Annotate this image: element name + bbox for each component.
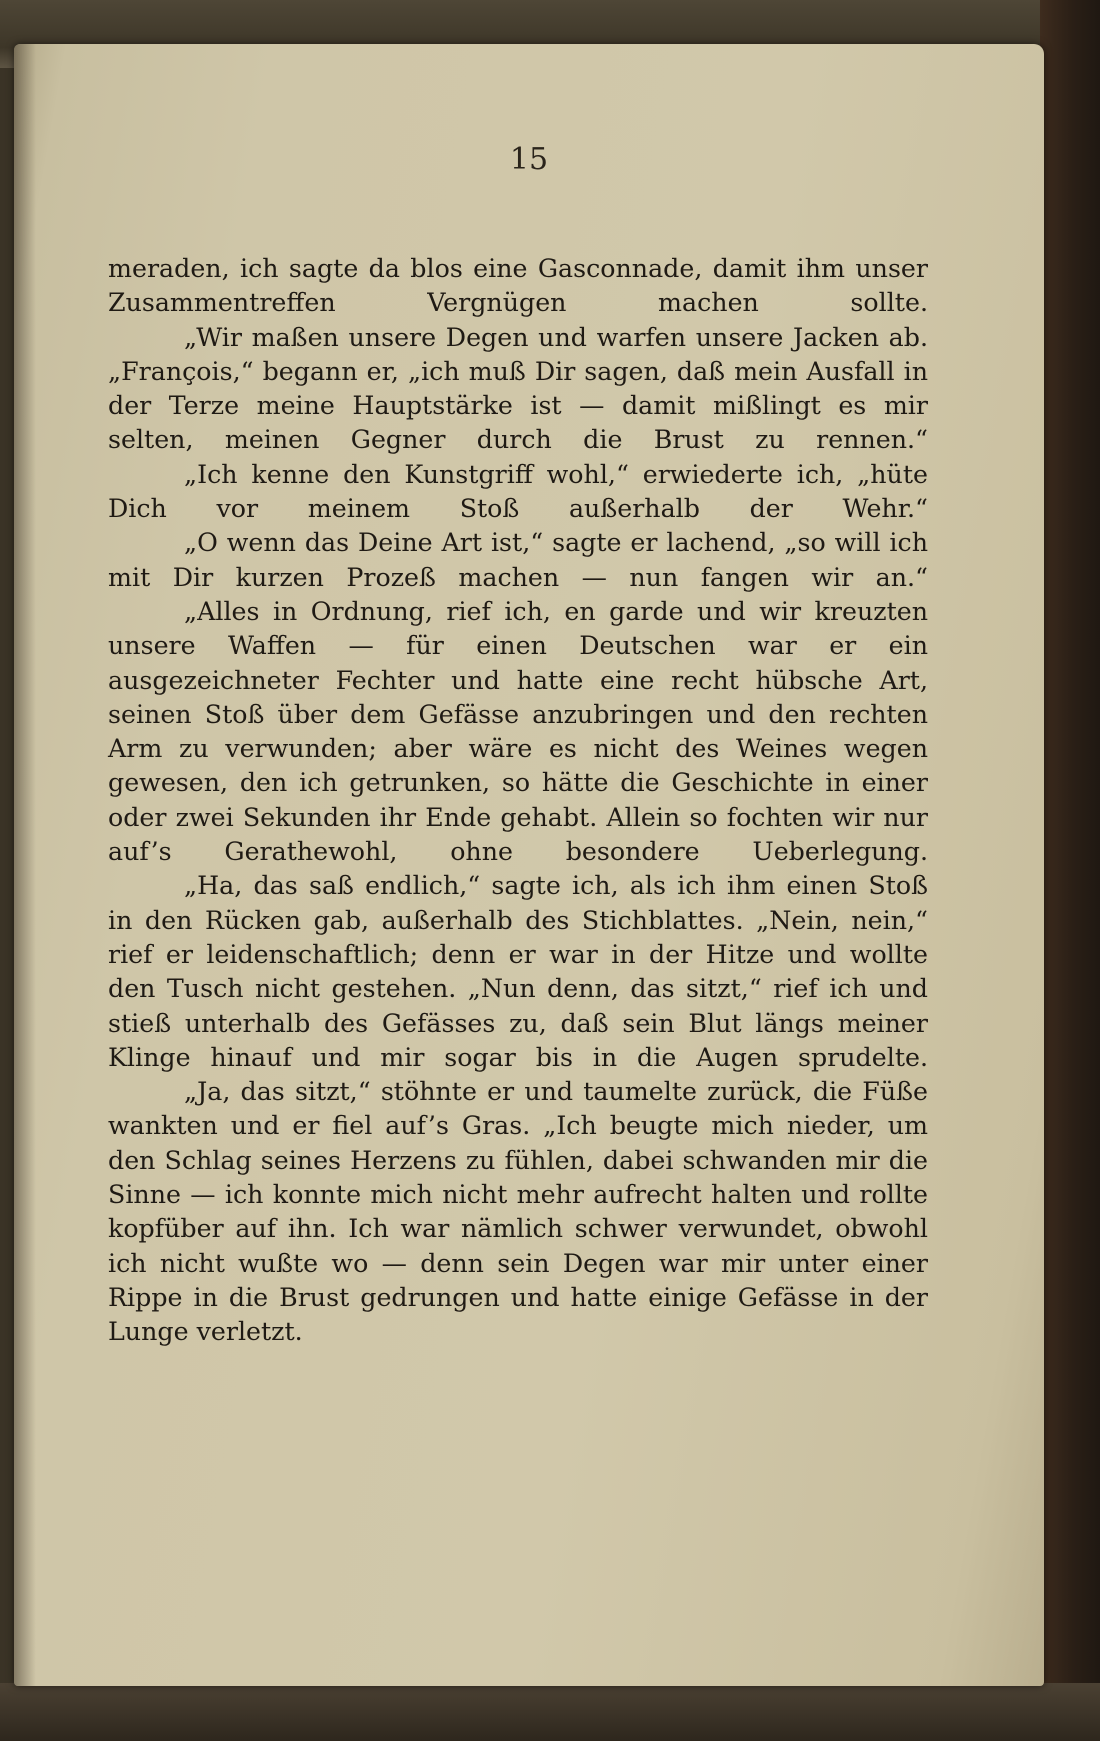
paragraph-6: „Ha, das saß endlich,“ sagte ich, als ich ihm einen Stoß in den Rücken gab, außerhalb des Stichblattes. „Nein, nein,“ rief er leidenschaftlich; denn er war in der Hitze und wollte den Tusch nicht gestehen. „Nun denn, das sitzt,“ rief ich und stieß unterhalb des Gefässes zu, daß sein Blut längs meiner Klinge hinauf und mir sogar bis in die Augen sprudelte. <box>108 871 928 1072</box>
paragraph-5: „Alles in Ordnung, rief ich, en garde und wir kreuzten unsere Waffen — für einen Deutschen war er ein ausgezeichneter Fechter und hatte eine recht hübsche Art, seinen Stoß über dem Gefässe anzubringen und den rechten Arm zu verwunden; aber wäre es nicht des Weines wegen gewesen, den ich getrunken, so hätte die Geschichte in einer oder zwei Sekunden ihr Ende gehabt. Allein so fochten wir nur auf’s Gerathewohl, ohne besondere Ueberlegung. <box>108 596 928 867</box>
page-number: 15 <box>509 142 549 177</box>
body-text <box>108 252 928 1350</box>
paragraph-1: meraden, ich sagte da blos eine Gasconnade, damit ihm unser Zusammentreffen Vergnügen machen sollte. <box>108 254 928 318</box>
paragraph-7: „Ja, das sitzt,“ stöhnte er und taumelte zurück, die Füße wankten und er fiel auf’s Gras. „Ich beugte mich nieder, um den Schlag seines Herzens zu fühlen, dabei schwanden mir die Sinne — ich konnte mich nicht mehr aufrecht halten und rollte kopfüber auf ihn. Ich war nämlich schwer verwundet, obwohl ich nicht wußte wo — denn sein Degen war mir unter einer Rippe in die Brust gedrungen und hatte einige Gefässe in der Lunge verletzt. <box>108 1077 928 1347</box>
paragraph-4: „O wenn das Deine Art ist,“ sagte er lachend, „so will ich mit Dir kurzen Prozeß machen — nun fangen wir an.“ <box>108 528 928 592</box>
book-bottom-edge <box>0 1683 1100 1741</box>
paragraph-2: „Wir maßen unsere Degen und warfen unsere Jacken ab. „François,“ begann er, „ich muß Dir sagen, daß mein Ausfall in der Terze meine Hauptstärke ist — damit mißlingt es mir selten, meinen Gegner durch die Brust zu rennen.“ <box>108 322 928 455</box>
page-gutter-shadow <box>14 44 36 1686</box>
book-cover-edge <box>1040 0 1100 1741</box>
paper-page <box>14 44 1044 1686</box>
paragraph-3: „Ich kenne den Kunstgriff wohl,“ erwiederte ich, „hüte Dich vor meinem Stoß außerhalb der Wehr.“ <box>108 459 928 524</box>
